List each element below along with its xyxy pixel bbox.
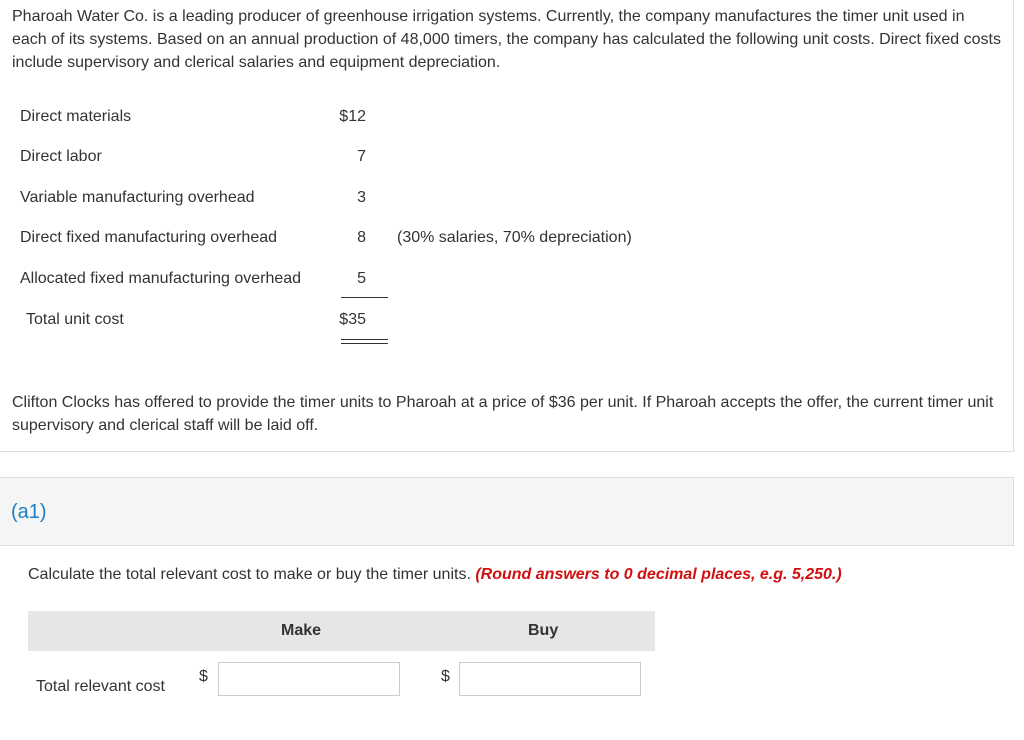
cost-row-value: 3 bbox=[357, 189, 366, 206]
make-cost-input[interactable] bbox=[218, 662, 400, 696]
total-relevant-cost-label: Total relevant cost bbox=[36, 678, 165, 695]
offer-text: Clifton Clocks has offered to provide the timer units to Pharoah at a price of $36 per unit. If Pharoah accepts the offer, the current timer unit supervisory and clerical staff will be laid off. bbox=[12, 394, 994, 434]
cost-row-label: Direct materials bbox=[20, 108, 132, 125]
instruction-text: Calculate the total relevant cost to make or buy the timer units. bbox=[28, 566, 471, 583]
cost-row-note: (30% salaries, 70% depreciation) bbox=[397, 229, 632, 246]
rounding-note: (Round answers to 0 decimal places, e.g. 5,250.) bbox=[475, 566, 842, 583]
cost-row-value: 7 bbox=[357, 148, 366, 165]
cost-row-value: 5 bbox=[357, 270, 366, 287]
make-column-header: Make bbox=[281, 622, 322, 639]
total-unit-cost-label: Total unit cost bbox=[26, 311, 124, 328]
cost-row-label: Variable manufacturing overhead bbox=[20, 189, 255, 206]
question-intro: Pharoah Water Co. is a leading producer of greenhouse irrigation systems. Currently, the company manufactures the timer unit used in each of its systems. Based on an annual production of 48,000 timers, the company has calculated the following unit costs. Direct fixed costs include supervisory and clerical salaries and equipment depreciation. bbox=[12, 8, 1001, 71]
buy-column-header: Buy bbox=[528, 622, 559, 639]
buy-cost-input[interactable] bbox=[459, 662, 641, 696]
answer-table-header bbox=[28, 611, 655, 651]
part-instructions bbox=[28, 566, 842, 584]
cost-row-label: Direct fixed manufacturing overhead bbox=[20, 229, 278, 246]
cost-row-label: Allocated fixed manufacturing overhead bbox=[20, 270, 302, 287]
total-unit-cost-value: $35 bbox=[339, 311, 366, 328]
make-currency-symbol: $ bbox=[199, 668, 208, 685]
buy-currency-symbol: $ bbox=[441, 668, 450, 685]
total-double-rule bbox=[341, 339, 388, 344]
cost-row-value: 8 bbox=[357, 229, 366, 246]
cost-row-value: $12 bbox=[339, 108, 366, 125]
part-header bbox=[0, 477, 1014, 546]
subtotal-rule bbox=[341, 297, 388, 298]
part-label: (a1) bbox=[11, 501, 47, 523]
cost-row-label: Direct labor bbox=[20, 148, 102, 165]
